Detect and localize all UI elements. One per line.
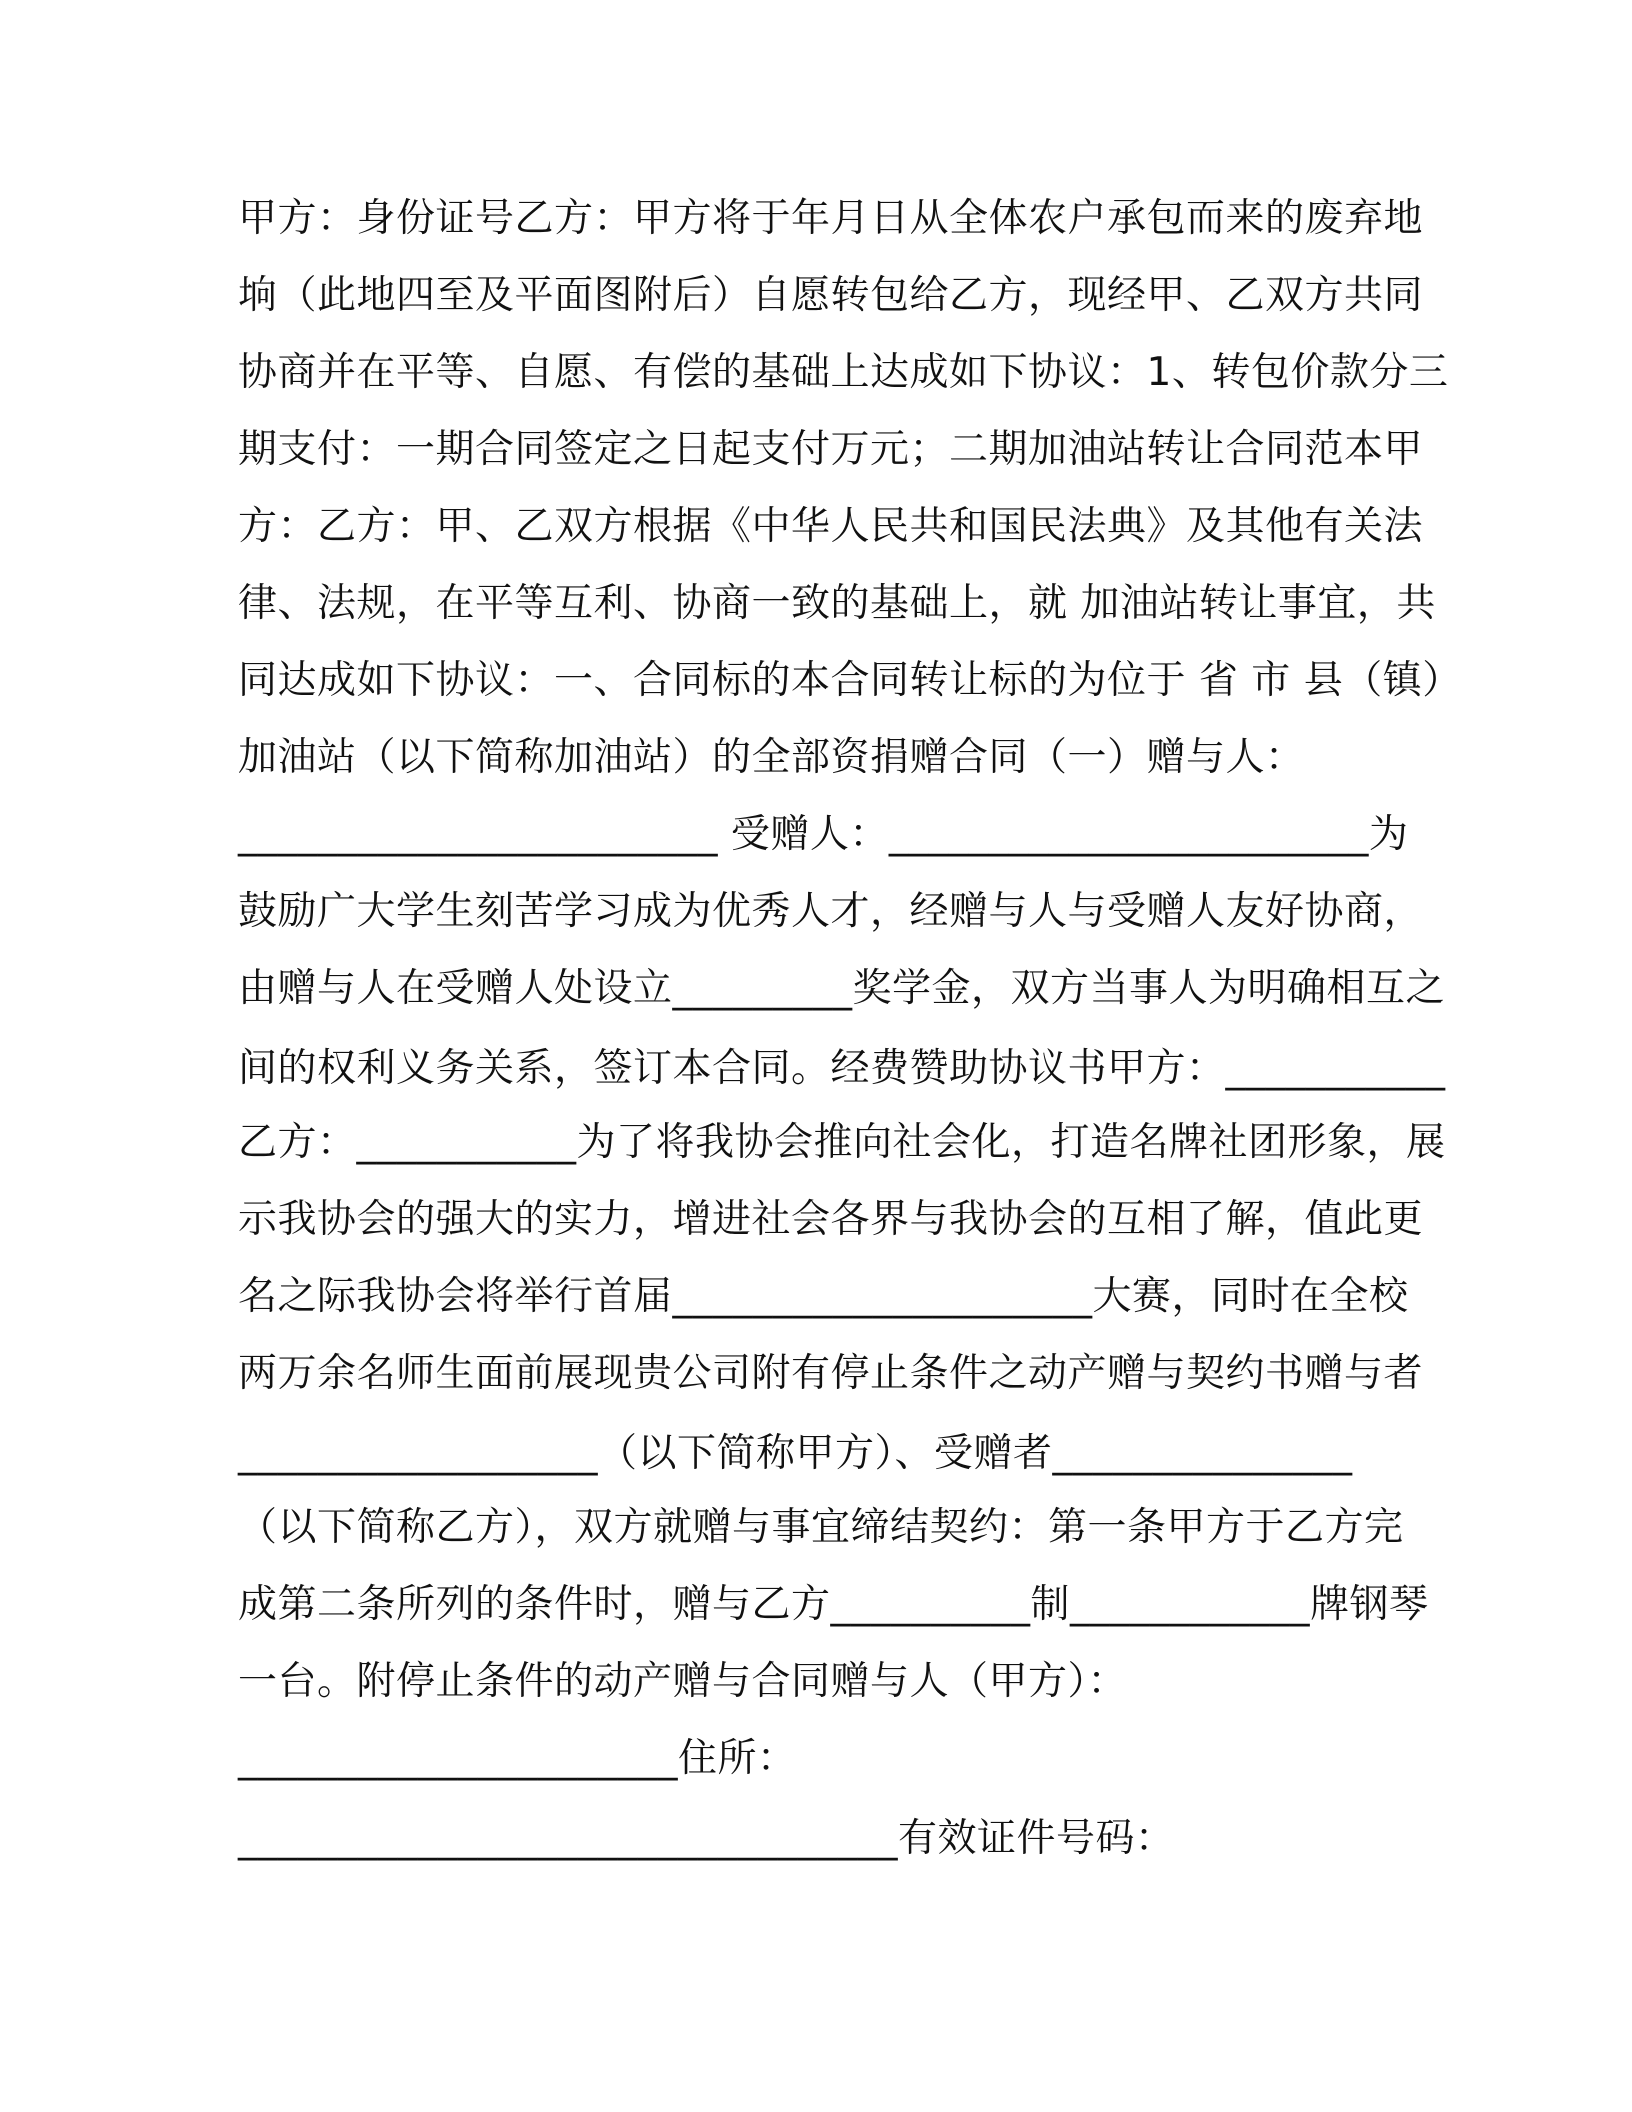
- text-line-18: （以下简称乙方），双方就赠与事宜缔结契约：第一条甲方于乙方完: [238, 1505, 1404, 1550]
- text-line-16: 两万余名师生面前展现贵公司附有停止条件之动产赠与契约书赠与者: [238, 1351, 1424, 1396]
- text-line-10: 鼓励广大学生刻苦学习成为优秀人才，经赠与人与受赠人友好协商，: [238, 889, 1424, 934]
- text-line-17: __________________（以下简称甲方）、受赠者_______________: [238, 1431, 1353, 1476]
- text-line-6: 律、法规，在平等互利、协商一致的基础上，就 加油站转让事宜，共: [238, 581, 1436, 626]
- text-line-7: 同达成如下协议：一、合同标的本合同转让标的为位于 省 市 县（镇）: [238, 658, 1462, 703]
- text-line-12: 间的权利义务关系，签订本合同。经费赞助协议书甲方：___________: [238, 1046, 1446, 1091]
- text-line-21: ______________________住所：: [238, 1736, 797, 1781]
- text-line-11: 由赠与人在受赠人处设立_________奖学金，双方当事人为明确相互之: [238, 966, 1446, 1011]
- text-line-4: 期支付：一期合同签定之日起支付万元；二期加油站转让合同范本甲: [238, 427, 1424, 472]
- text-line-9: ________________________ 受赠人：________________________为: [238, 812, 1409, 857]
- text-line-19: 成第二条所列的条件时，赠与乙方__________制____________牌钢琴: [238, 1582, 1429, 1627]
- text-line-3: 协商并在平等、自愿、有偿的基础上达成如下协议：1、转包价款分三: [238, 350, 1449, 395]
- text-line-8: 加油站（以下简称加油站）的全部资捐赠合同（一）赠与人：: [238, 735, 1305, 780]
- text-line-20: 一台。附停止条件的动产赠与合同赠与人（甲方）：: [238, 1659, 1128, 1704]
- text-line-15: 名之际我协会将举行首届_____________________大赛，同时在全校: [238, 1274, 1409, 1319]
- text-line-22: _________________________________有效证件号码：: [238, 1816, 1175, 1861]
- text-line-2: 垧（此地四至及平面图附后）自愿转包给乙方，现经甲、乙双方共同: [238, 273, 1424, 318]
- text-line-5: 方：乙方：甲、乙双方根据《中华人民共和国民法典》及其他有关法: [238, 504, 1424, 549]
- text-line-14: 示我协会的强大的实力，增进社会各界与我协会的互相了解，值此更: [238, 1197, 1424, 1242]
- text-line-13: 乙方：___________为了将我协会推向社会化，打造名牌社团形象，展: [238, 1120, 1446, 1165]
- text-line-1: 甲方：身份证号乙方：甲方将于年月日从全体农户承包而来的废弃地: [238, 196, 1424, 241]
